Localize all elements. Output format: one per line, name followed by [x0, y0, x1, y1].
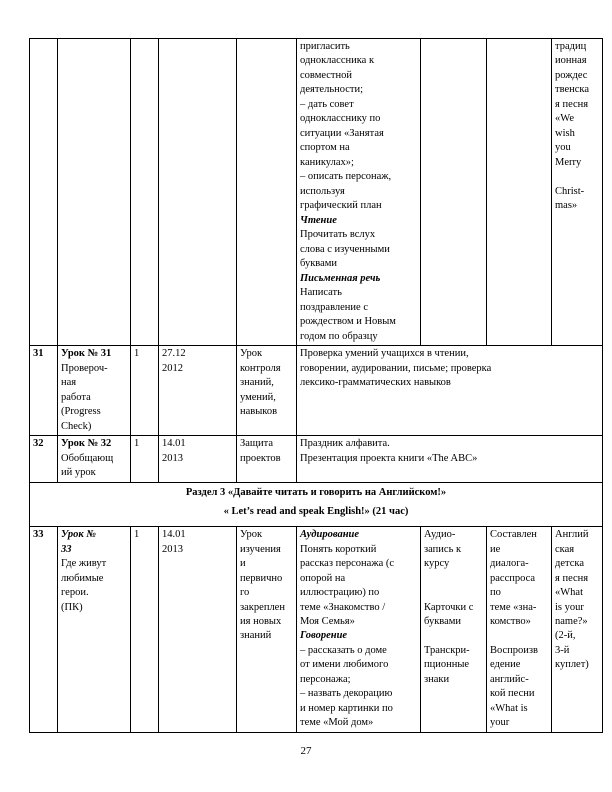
table-cell	[159, 39, 237, 346]
date-cell: 27.12 2012	[159, 346, 237, 436]
lesson-type-cell: Урок контроля знаний, умений, навыков	[237, 346, 297, 436]
line: ситуации «Занятая	[300, 127, 384, 139]
content-cell: Проверка умений учащихся в чтении, говорении, аудировании, письме; проверка лексико-грамматических навыков	[297, 346, 603, 436]
line: совместной	[300, 69, 352, 81]
hours-cell: 1	[131, 436, 159, 483]
table-cell	[30, 39, 58, 346]
line: однокласснику по	[300, 113, 381, 125]
lesson-plan-table	[29, 38, 603, 733]
date-cell: 14.01 2013	[159, 527, 237, 733]
section-title: Раздел 3 «Давайте читать и говорить на Английском!»	[185, 487, 447, 499]
subheading: Аудирование	[300, 529, 360, 541]
line: – описать персонаж,	[300, 171, 392, 183]
lesson-title: Урок № 32	[61, 438, 112, 450]
materials-cell: Аудио- запись к курсу Карточки с буквами Транскри- пционные знаки	[421, 527, 487, 733]
subheading: Письменная речь	[300, 272, 381, 284]
song-cell: Англий ская детска я песня «What is your name?» (2-й, 3-й куплет)	[552, 527, 603, 733]
table-cell	[487, 39, 552, 346]
table-cell	[58, 39, 131, 346]
table-row	[30, 346, 603, 436]
song-cell: традиц ионная рождес твенска я песня «We wish you Merry Christ- mas»	[552, 39, 603, 346]
table-cell	[131, 39, 159, 346]
cell-text: Понять короткий рассказ персонажа (с опорой на иллюстрацию) по теме «Знакомство / Моя Семья»	[300, 543, 395, 627]
cell-text: Прочитать вслух слова с изученными буквами	[300, 229, 390, 270]
line: графический план	[300, 200, 382, 212]
date-cell: 14.01 2013	[159, 436, 237, 483]
lesson-type-cell: Защита проектов	[237, 436, 297, 483]
lesson-cell	[58, 527, 131, 733]
lesson-title: Урок № 31	[61, 348, 112, 360]
tasks-cell: Составлен ие диалога- расспроса по теме «зна- комство» Воспроизв едение английс- кой песни «What is your	[487, 527, 552, 733]
lesson-cell	[58, 346, 131, 436]
section-subtitle: « Let’s read and speak English!» (21 час)	[223, 505, 409, 517]
cell-text	[300, 40, 417, 214]
lesson-text: Провероч- ная работа (Progress Check)	[61, 362, 108, 432]
row-number: 31	[30, 346, 58, 436]
line: – дать совет	[300, 98, 354, 110]
hours-cell: 1	[131, 346, 159, 436]
table-row	[30, 39, 603, 346]
table-cell	[421, 39, 487, 346]
line: деятельности;	[300, 84, 364, 96]
table-row	[30, 436, 603, 483]
section-header	[30, 483, 603, 527]
lesson-title: Урок № 33	[61, 529, 96, 555]
table-row	[30, 527, 603, 733]
subheading: Говорение	[300, 630, 348, 642]
page-number: 27	[300, 745, 312, 757]
line: одноклассника к	[300, 55, 375, 67]
lesson-text: Обобщающ ий урок	[61, 452, 114, 479]
section-header-row	[30, 483, 603, 527]
cell-text: Написать поздравление с рождеством и Новым годом по образцу	[300, 287, 396, 342]
lesson-type-cell: Урок изучения и первично го закреплен ия новых знаний	[237, 527, 297, 733]
subheading: Чтение	[300, 214, 337, 226]
activities-cell	[297, 39, 421, 346]
row-number: 33	[30, 527, 58, 733]
line: спортом на	[300, 142, 350, 154]
cell-text: – рассказать о доме от имени любимого персонажа; – назвать декорацию и номер картинки по теме «Мой дом»	[300, 644, 393, 729]
table-cell	[237, 39, 297, 346]
lesson-cell	[58, 436, 131, 483]
line: используя	[300, 185, 345, 197]
line: каникулах»;	[300, 156, 354, 168]
activities-cell	[297, 527, 421, 733]
lesson-text: Где живут любимые герои. (ПК)	[61, 558, 107, 613]
content-cell: Праздник алфавита. Презентация проекта книги «The ABC»	[297, 436, 603, 483]
hours-cell: 1	[131, 527, 159, 733]
row-number: 32	[30, 436, 58, 483]
line: пригласить	[300, 41, 350, 52]
